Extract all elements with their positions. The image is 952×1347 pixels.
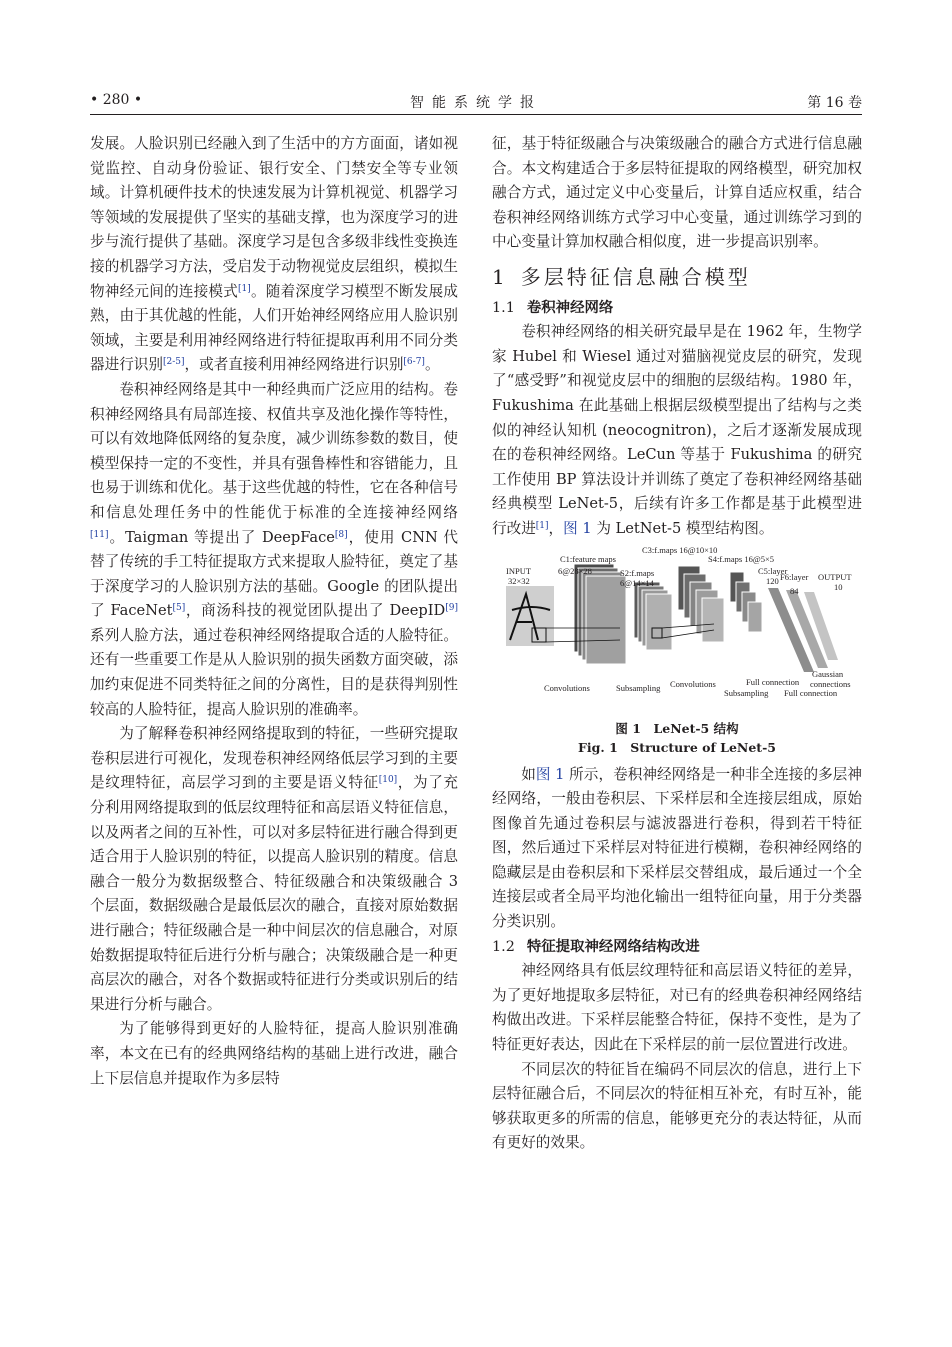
citation[interactable]: [10] — [378, 775, 398, 786]
label-subsampling-2: Subsampling — [724, 687, 769, 698]
figure-link[interactable]: 图 1 — [563, 519, 592, 537]
label-gaussian-connections: connections — [810, 678, 851, 689]
label-input: INPUT — [506, 565, 532, 576]
label-full-connection-1: Full connection — [746, 676, 800, 687]
citation[interactable]: [8] — [334, 529, 348, 540]
paragraph: 如图 1 所示，卷积神经网络是一种非全连接的多层神经网络，一般由卷积层、下采样层和全连接层组成，原始图像首先通过卷积层与滤波器进行卷积，得到若干特征图，然后通过下采样层对特征进行模糊，卷积神经网络的隐藏层是由卷积层和下采样层交替组成，最后通过一个全连接层或者全局平均池化输出一组特征向量，用于分类器分类识别。 — [492, 765, 862, 931]
label-f6-size: 84 — [790, 585, 799, 596]
right-column — [492, 132, 862, 1156]
paragraph: 为了解释卷积神经网络提取到的特征，一些研究提取卷积层进行可视化，发现卷积神经网络低层学习到的主要是纹理特征，高层学习到的主要是语义特征[10]，为了充分利用网络提取到的低层纹理特征和高层语义特征信息，以及两者之间的互补性，可以对多层特征进行融合得到更适合用于人脸识别的特征，以提高人脸识别的精度。信息融合一般分为数据级整合、特征级融合和决策级融合 3 个层面，数据级融合是最低层次的融合，直接对原始数据进行融合；特征级融合是一种中间层次的信息融合，对原始数据提取特征后进行分析与融合；决策级融合是一种更高层次的融合，对各个数据或特征进行分类或识别后的结果进行分析与融合。 — [90, 725, 458, 1013]
label-input-size: 32×32 — [508, 575, 530, 586]
citation[interactable]: [5] — [172, 603, 186, 614]
citation[interactable]: [1] — [238, 283, 251, 294]
journal-name: 智能系统学报 — [410, 95, 542, 111]
s4-feature-maps — [730, 572, 762, 632]
label-subsampling-1: Subsampling — [616, 682, 661, 693]
citation[interactable]: [11] — [90, 529, 109, 540]
paragraph: 神经网络具有低层纹理特征和高层语义特征的差异，为了更好地提取多层特征，对已有的经典卷积神经网络结构做出改进。下采样层能整合特征，保持不变性，是为了特征更好表达，因此在下采样层的前一层位置进行改进。 — [492, 962, 862, 1054]
volume-number: 第 16 卷 — [807, 95, 862, 111]
paragraph: 为了能够得到更好的人脸特征，提高人脸识别准确率，本文在已有的经典网络结构的基础上进行改进，融合上下层信息并提取作为多层特 — [90, 1020, 458, 1087]
label-f6: F6:layer — [780, 571, 809, 582]
label-convolutions-1: Convolutions — [544, 682, 590, 693]
s2-feature-maps — [634, 582, 672, 650]
page-number: • 280 • — [90, 92, 143, 108]
label-c3: C3:f.maps 16@10×10 — [642, 544, 718, 555]
citation[interactable]: [2-5] — [162, 357, 185, 368]
figure-caption-en: Fig. 1 Structure of LeNet-5 — [578, 739, 776, 755]
paragraph: 不同层次的特征旨在编码不同层次的信息，进行上下层特征融合后，不同层次的特征相互补充，有时互补，能够获取更多的所需的信息，能够更充分的表达特征，从而有更好的效果。 — [492, 1060, 862, 1152]
label-c5-size: 120 — [766, 575, 779, 586]
subsection-heading: 1.1 卷积神经网络 — [492, 298, 614, 316]
paragraph: 卷积神经网络的相关研究最早是在 1962 年，生物学家 Hubel 和 Wiesel 通过对猫脑视觉皮层的研究，发现了“感受野”和视觉皮层中的细胞的层级结构。1980 年，Fukushima 在此基础上根据层级模型提出了结构与之类似的神经认知机 (neocognitron)，之后才逐渐发展成现在的卷积神经网络。LeCun 等基于 Fukushima 的研究工作使用 BP 算法设计并训练了奠定了卷积神经网络基础经典模型 LeNet-5，后续有许多工作都是基于此模型进行改进[1]，图 1 为 LetNet-5 模型结构图。 — [492, 323, 862, 537]
lenet5-figure — [492, 544, 862, 719]
label-convolutions-2: Convolutions — [670, 678, 716, 689]
citation[interactable]: [9] — [445, 603, 458, 614]
section-heading: 1 多层特征信息融合模型 — [492, 264, 751, 289]
citation[interactable]: [6-7] — [403, 357, 425, 368]
label-output-size: 10 — [834, 581, 843, 592]
c3-feature-maps — [678, 566, 724, 642]
paragraph: 卷积神经网络是其中一种经典而广泛应用的结构。卷积神经网络具有局部连接、权值共享及池化操作等特性，可以有效地降低网络的复杂度，减少训练参数的数目，使模型保持一定的不变性，并具有强鲁棒性和容错能力，且也易于训练和优化。基于这些优越的特性，它在各种信号和信息处理任务中的性能优于标准的全连接神经网络[11]。Taigman 等提出了 DeepFace[8]，使用 CNN 代替了传统的手工特征提取方式来提取人脸特征，奠定了基于深度学习的人脸识别方法的基础。Google 的团队提出了 FaceNet[5]，商汤科技的视觉团队提出了 DeepID[9] 系列人脸方法，通过卷积神经网络提取合适的人脸特征。还有一些重要工作是从人脸识别的损失函数方面突破，添加约束促进不同类特征之间的分离性，目的是获得判别性较高的人脸特征，提高人脸识别的准确率。 — [90, 380, 458, 718]
label-s2: S2:f.maps — [620, 567, 655, 578]
paragraph: 发展。人脸识别已经融入到了生活中的方方面面，诸如视觉监控、自动身份验证、银行安全、门禁安全等专业领域。计算机硬件技术的快速发展为计算机视觉、机器学习等领域的发展提供了坚实的基础支撑，也为深度学习的进步与流行提供了基础。深度学习是包含多级非线性变换连接的机器学习方法，受启发于动物视觉皮层组织，模拟生物神经元间的连接模式[1]。随着深度学习模型不断发展成熟，由于其优越的性能，人们开始神经网络应用人脸识别领域，主要是利用神经网络进行特征提取再利用不同分类器进行识别[2-5]，或者直接利用神经网络进行识别[6-7]。 — [90, 135, 458, 374]
label-c1-size: 6@28×28 — [558, 565, 592, 576]
label-full-connection-2: Full connection — [784, 687, 838, 698]
input-image — [506, 586, 554, 646]
label-s4: S4:f.maps 16@5×5 — [708, 553, 774, 564]
figure-link[interactable]: 图 1 — [535, 765, 565, 783]
label-gaussian: Gaussian — [812, 668, 844, 679]
label-s2-size: 6@14×14 — [620, 577, 654, 588]
left-column — [90, 132, 458, 1091]
citation[interactable]: [1] — [535, 520, 549, 531]
running-header — [90, 90, 862, 115]
label-output: OUTPUT — [818, 571, 852, 582]
c1-feature-maps — [574, 564, 626, 664]
paragraph: 征，基于特征级融合与决策级融合的融合方式进行信息融合。本文构建适合于多层特征提取的网络模型，研究加权融合方式，通过定义中心变量后，计算自适应权重，结合卷积神经网络训练方式学习中心变量，通过训练学习到的中心变量计算加权融合相似度，进一步提高识别率。 — [492, 135, 862, 251]
label-c5: C5:layer — [758, 565, 788, 576]
label-c1: C1:feature maps — [560, 553, 616, 564]
subsection-heading: 1.2 特征提取神经网络结构改进 — [492, 937, 700, 955]
figure-caption-cn: 图 1 LeNet-5 结构 — [615, 720, 739, 736]
